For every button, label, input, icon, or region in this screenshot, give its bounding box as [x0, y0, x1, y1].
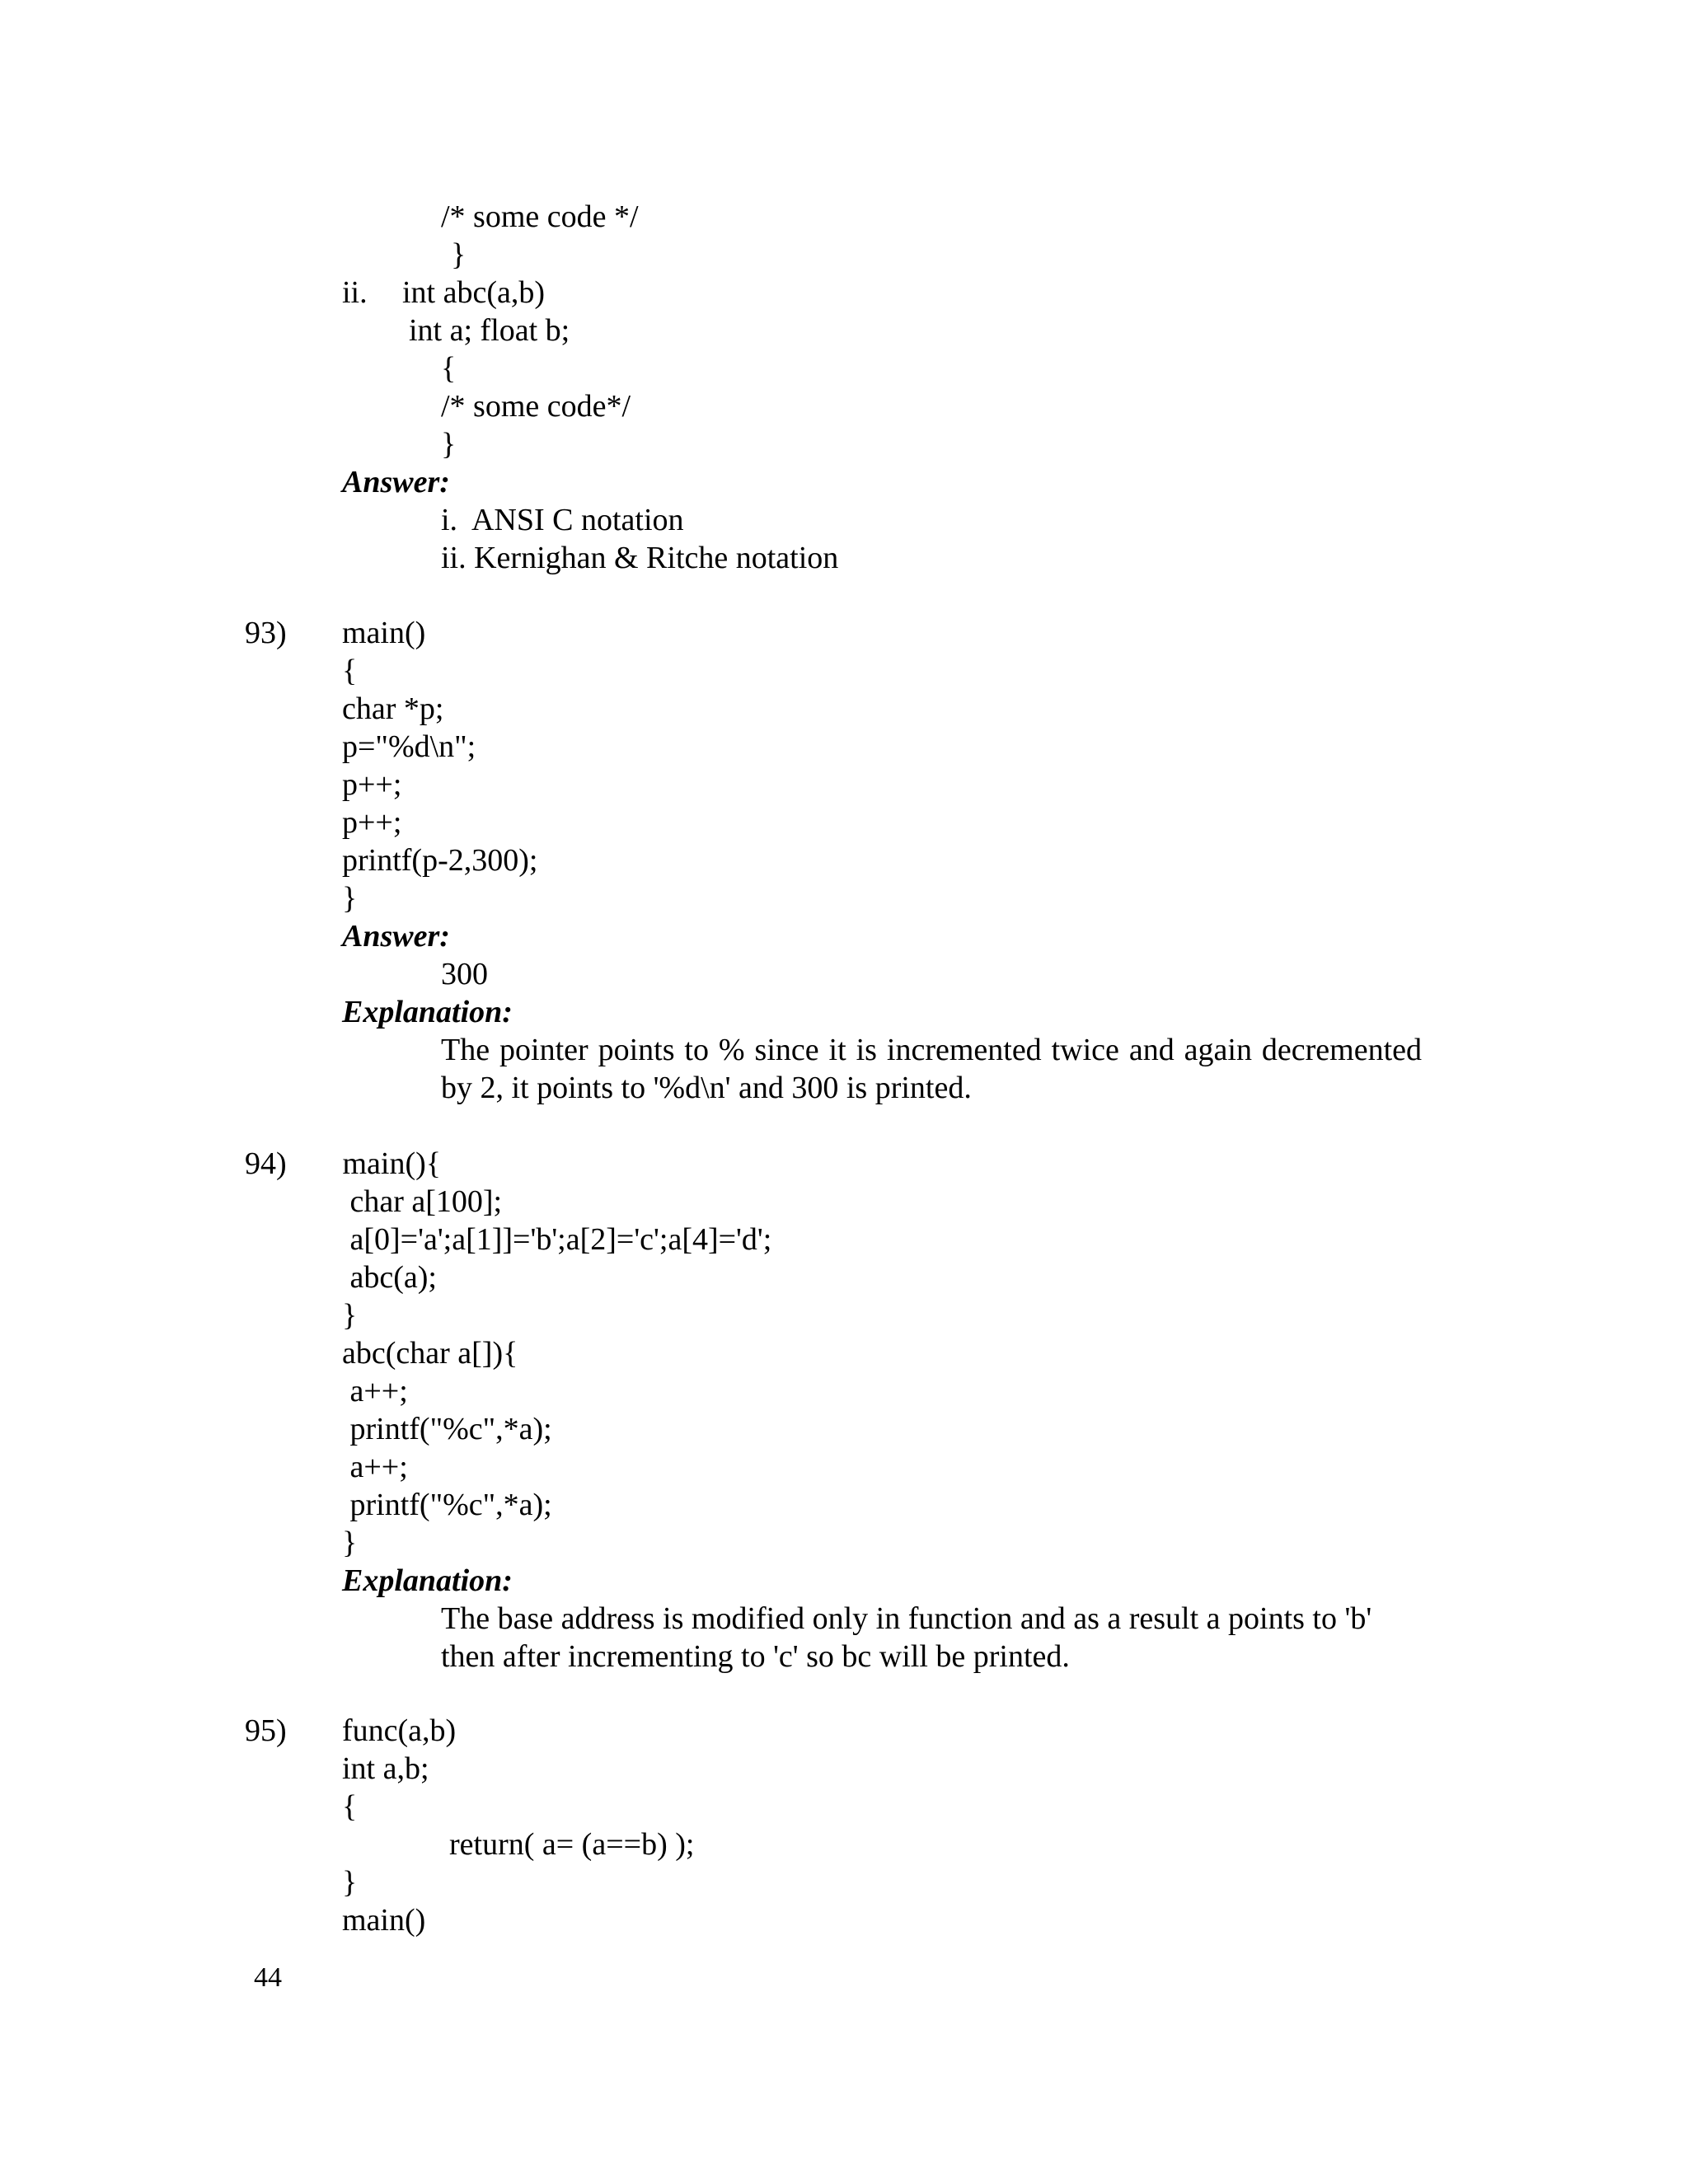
code-line: p++; [342, 767, 402, 802]
code-line: char a[100]; [342, 1184, 503, 1219]
code-line: int a; float b; [409, 313, 570, 348]
question-number: 93) [245, 616, 287, 650]
code-line: printf(p-2,300); [342, 843, 538, 878]
code-line: return( a= (a==b) ); [449, 1827, 695, 1862]
code-line: } [342, 1865, 358, 1900]
explanation-text: The pointer points to % since it is incremented twice and again decremented by 2, it points to '%d\n' and 300 is printed. [441, 1033, 1422, 1105]
code-line: abc(char a[]){ [342, 1336, 518, 1371]
code-line: a[0]='a';a[1]]='b';a[2]='c';a[4]='d'; [342, 1222, 772, 1257]
code-line: func(a,b) [342, 1713, 457, 1748]
code-line: } [342, 1526, 358, 1560]
explanation-line: then after incrementing to 'c' so bc will be printed. [441, 1639, 1070, 1674]
code-line: { [342, 1789, 358, 1824]
code-line: main() [342, 1903, 426, 1938]
code-line: } [441, 427, 457, 462]
explanation-label: Explanation: [342, 1563, 513, 1598]
code-line: p++; [342, 805, 402, 840]
code-line: /* some code*/ [441, 389, 631, 424]
code-line: printf("%c",*a); [342, 1488, 552, 1522]
code-line: abc(a); [342, 1260, 437, 1295]
page-number: 44 [254, 1962, 282, 1993]
answer-label: Answer: [342, 919, 450, 954]
code-line: } [451, 237, 467, 272]
code-line: { [342, 654, 358, 688]
code-line: main(){ [335, 1146, 442, 1181]
code-line: a++; [342, 1450, 408, 1484]
code-line: char *p; [342, 691, 444, 726]
code-line: printf("%c",*a); [342, 1412, 552, 1446]
code-line: a++; [342, 1374, 408, 1408]
code-line: } [342, 1298, 358, 1333]
answer-line: ii. Kernighan & Ritche notation [441, 541, 839, 575]
question-number: 94) [245, 1146, 287, 1181]
answer-label: Answer: [342, 465, 450, 499]
answer-value: 300 [441, 957, 488, 991]
code-line: } [342, 881, 358, 916]
code-line: /* some code */ [441, 199, 639, 234]
answer-line: i. ANSI C notation [441, 503, 684, 537]
code-line: int abc(a,b) [402, 275, 546, 310]
explanation-label: Explanation: [342, 995, 513, 1029]
question-number: 95) [245, 1713, 287, 1748]
explanation-line: The base address is modified only in function and as a result a points to 'b' [441, 1601, 1372, 1636]
code-line: int a,b; [342, 1751, 429, 1786]
code-line: { [441, 351, 457, 386]
roman-numeral: ii. [342, 275, 368, 310]
code-line: main() [342, 616, 426, 650]
code-line: p="%d\n"; [342, 729, 476, 764]
